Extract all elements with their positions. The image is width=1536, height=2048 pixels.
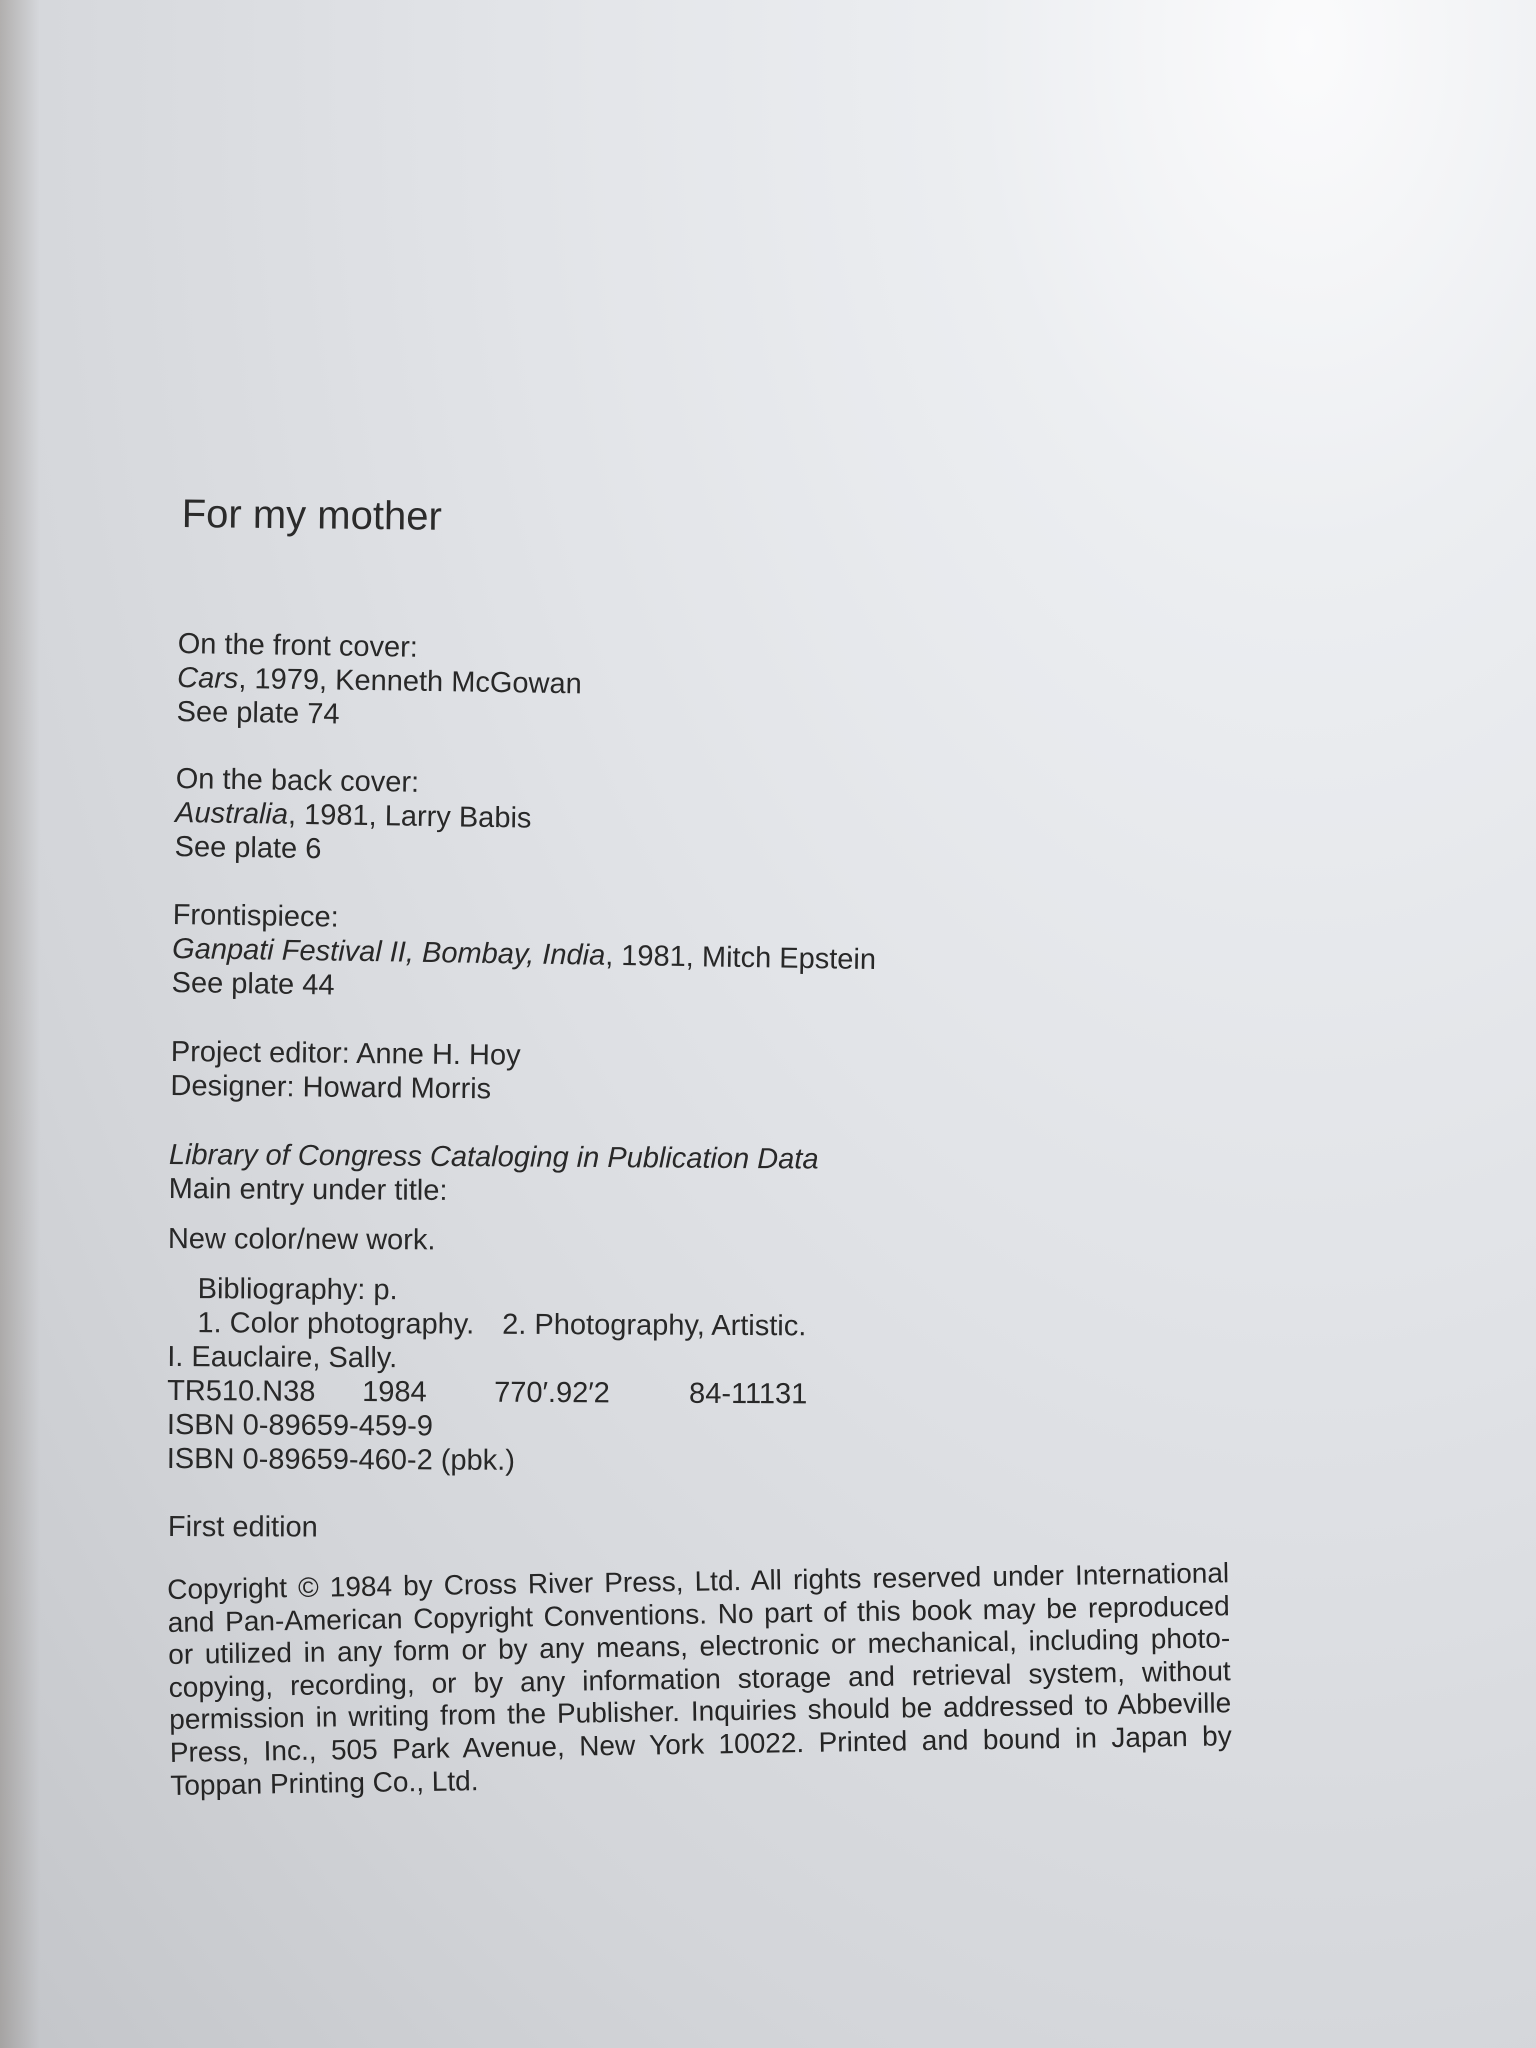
page-edge-shadow (0, 0, 40, 2048)
back-cover-details: , 1981, Larry Babis (287, 798, 532, 835)
catalog-isbn-paperback: ISBN 0-89659-460-2 (pbk.) (166, 1442, 516, 1477)
front-cover-label: On the front cover: (177, 627, 419, 664)
staff-credits (170, 1035, 520, 1107)
catalog-lccn: 84-11131 (689, 1377, 808, 1411)
front-cover-credit (176, 627, 582, 735)
catalog-added-entry: I. Eauclaire, Sally. (167, 1340, 398, 1375)
dedication: For my mother (181, 491, 443, 539)
designer: Designer: Howard Morris (170, 1069, 492, 1106)
front-cover-title: Cars (176, 661, 239, 695)
catalog-subjects (167, 1306, 807, 1343)
back-cover-title: Australia (174, 796, 289, 831)
back-cover-plate: See plate 6 (174, 830, 322, 866)
back-cover-label: On the back cover: (175, 762, 420, 799)
back-cover-credit (174, 762, 532, 870)
cip-main-entry: Main entry under title: (168, 1172, 448, 1207)
catalog-title-entry: New color/new work. (167, 1223, 436, 1257)
catalog-subject-2: 2. Photography, Artistic. (502, 1308, 807, 1343)
front-cover-details: , 1979, Kenneth McGowan (238, 662, 583, 701)
catalog-bibliography: Bibliography: p. (197, 1273, 398, 1307)
back-cover-caption (175, 796, 532, 836)
catalog-subject-1: 1. Color photography. (197, 1307, 475, 1341)
copyright-notice: Copyright © 1984 by Cross River Press, Ltd. All rights reserved under International and Pan-American Copyright Conventions. No part of this book may be reproduced or utilized in any form or by any means, electronic or mechanical, including photo-copying, recording, or by any information storage and retrieval system, without permission in writing from the Publisher. Inquiries should be addressed to Abbeville Press, Inc., 505 Park Avenue, New York 10022. Printed and bound in Japan by Toppan Printing Co., Ltd. (167, 1557, 1232, 1801)
edition-statement: First edition (167, 1511, 318, 1544)
frontispiece-label: Frontispiece: (172, 898, 339, 934)
catalog-call-number: TR510.N38 (167, 1374, 316, 1408)
project-editor: Project editor: Anne H. Hoy (170, 1036, 521, 1072)
catalog-call-row (167, 1374, 807, 1411)
cip-header (169, 1138, 819, 1211)
catalog-year: 1984 (362, 1376, 427, 1409)
catalog-dewey: 770′.92′2 (494, 1376, 610, 1410)
frontispiece-plate: See plate 44 (171, 966, 335, 1002)
frontispiece-title: Ganpati Festival II, Bombay, India (171, 932, 606, 972)
catalog-record (167, 1222, 809, 1479)
front-cover-plate: See plate 74 (176, 695, 340, 731)
cip-heading: Library of Congress Cataloging in Publication Data (168, 1139, 819, 1176)
catalog-isbn-cloth: ISBN 0-89659-459-9 (166, 1408, 434, 1443)
frontispiece-details: , 1981, Mitch Epstein (604, 939, 877, 977)
frontispiece-credit (171, 898, 876, 1011)
